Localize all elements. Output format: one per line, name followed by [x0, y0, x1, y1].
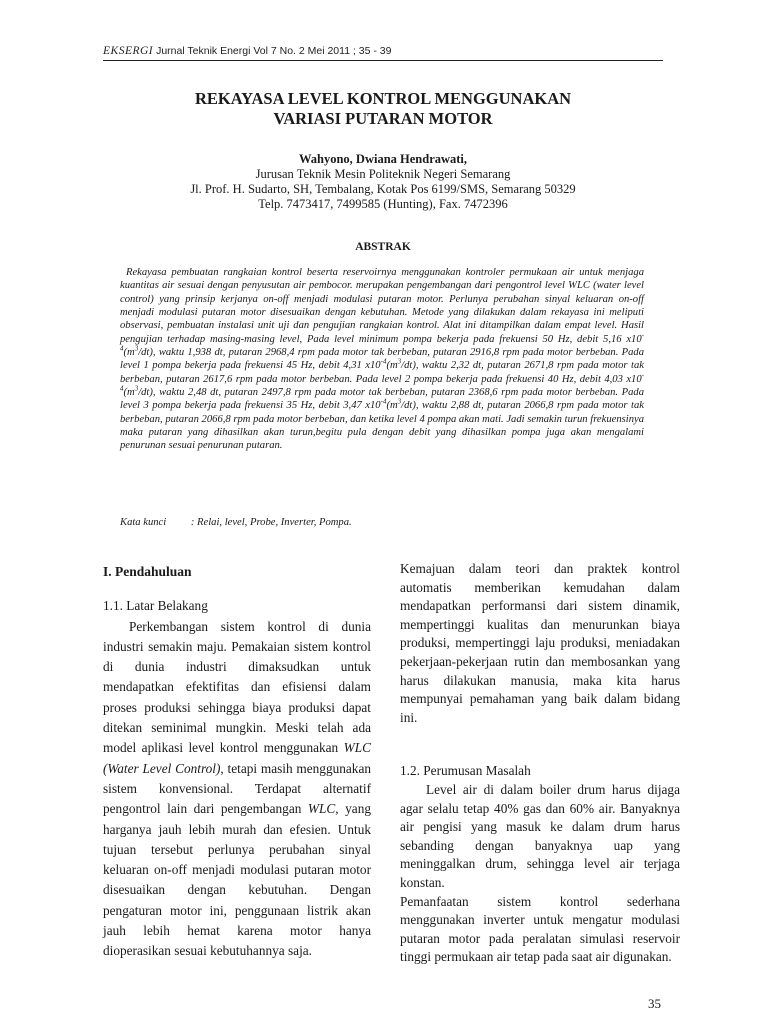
paragraph-italic: WLC [307, 801, 336, 817]
title-line-1: REKAYASA LEVEL KONTROL MENGGUNAKAN [194, 89, 572, 108]
abstract-part-1: Rekayasa pembuatan rangkaian kontrol beserta reservoirnya menggunakan kontroler permukaan air untuk menjaga kuantitas air sesuai dengan penyusutan air pembocor. merupakan pengembangan dari pengontrol level WLC (water level control) yang prinsip kerjanya on-off menjadi modulasi putaran motor. Perlunya perubahan sinyal keluaran on-off menjadi modulasi putaran motor disesuaikan dengan kebutuhan. Metode yang dilakukan dalam rekayasa ini meliputi observasi, pembuatan instalasi unit uji dan pengujian rangkaian kontrol. Alat ini ditampilkan dalam empat level. Hasil pengujian terhadap masing-masing level, Pada level minimum pompa bekerja pada frekuensi 50 Hz, debit 5,16 x10 [120, 267, 644, 345]
paragraph-text: , yang harganya jauh lebih murah dan efesien. Untuk tujuan tersebut perlunya perubahan sinyal keluaran on-off menjadi modulasi putaran motor disesuaikan dengan kebutuhan. Dengan pengaturan motor ini, penggunaan listrik akan jauh lebih hemat karena motor hanya dioperasikan sesuai kebutuhannya saja. [103, 801, 371, 959]
unit-exponent: 3 [397, 397, 402, 406]
running-header [103, 45, 663, 57]
paper-title [103, 89, 663, 129]
abstract-part-5: waktu 2,88 dt, putaran 2066,8 rpm pada motor tak berbeban, putaran 2066,8 rpm pada motor berbeban, dan ketika level 4 pompa akan mati. Jadi semakin turun frekuensinya maka putaran yang dihasilkan akan turun,begitu pula dengan debit yang dihasilkan pompa juga akan mengalami penurunan sesuai penurunan putaran. [120, 400, 644, 452]
subsection-heading: 1.1. Latar Belakang [103, 598, 208, 614]
abstract-heading: ABSTRAK [355, 241, 411, 253]
paragraph: Kemajuan dalam teori dan praktek kontrol automatis memberikan kemudahan dalam mendapatkan performansi dari sistem dinamik, mempertinggi kualitas dan menurunkan biaya produksi, mempertinggi laju produksi, meniadakan pekerjaan-pekerjaan rutin dan membosankan yang harus dilakukan manusia, maka kita harus mempunyai pemahaman yang baik dalam bidang ini. [400, 561, 680, 725]
abstract-text [120, 266, 644, 453]
journal-brand: EKSERGI [103, 45, 154, 57]
keywords-label: Kata kunci [120, 517, 167, 528]
unit: /dt), [138, 347, 156, 359]
author-affiliation: Jurusan Teknik Mesin Politeknik Negeri Semarang [255, 167, 511, 181]
unit: (m [123, 347, 135, 359]
unit-exponent: 3 [397, 357, 402, 366]
paragraph-italic: WLC (Water Level Control) [103, 740, 371, 776]
keywords-value: : Relai, level, Probe, Inverter, Pompa. [190, 517, 352, 528]
right-column [400, 560, 680, 967]
exponent: -4 [120, 331, 644, 353]
unit: (m [386, 400, 398, 412]
author-address: Jl. Prof. H. Sudarto, SH, Tembalang, Kotak Pos 6199/SMS, Semarang 50329 [190, 182, 576, 196]
abstract-part-3: waktu 2,32 dt, putaran 2671,8 rpm pada motor tak berbeban, putaran 2617,6 rpm pada motor berbeban. Pada level 2 pompa bekerja pada frekuensi 40 Hz, debit 4,03 x10 [120, 360, 644, 385]
exponent: -4 [380, 357, 387, 366]
paragraph: Level air di dalam boiler drum harus dijaga agar selalu tetap 40% gas dan 60% air. Banyaknya air pengisi yang masuk ke dalam drum harus sebanding dengan banyaknya uap yang meninggalkan drum, sehingga level air terjaga konstan. [400, 781, 680, 890]
unit-exponent: 3 [134, 344, 139, 353]
abstract-part-4: waktu 2,48 dt, putaran 2497,8 rpm pada motor tak berbeban, putaran 2368,6 rpm pada motor berbeban. Pada level 3 pompa bekerja pada frekuensi 35 Hz, debit 3,47 x10 [120, 387, 644, 412]
unit: /dt), [401, 400, 419, 412]
unit: (m [123, 387, 135, 399]
author-block [103, 152, 663, 212]
keywords [120, 517, 352, 528]
header-rule [103, 60, 663, 61]
abstract-part-2: waktu 1,938 dt, putaran 2968,4 rpm pada motor tak berbeban, putaran 2916,8 rpm pada motor berbeban. Pada level 1 pompa bekerja pada frekuensi 45 Hz, debit 4,31 x10 [120, 347, 644, 372]
exponent: -4 [120, 371, 644, 393]
journal-citation: Jurnal Teknik Energi Vol 7 No. 2 Mei 2011 ; 35 - 39 [156, 45, 392, 57]
unit: (m [386, 360, 398, 372]
section-heading: I. Pendahuluan [103, 564, 192, 579]
paragraph [103, 617, 371, 962]
unit: /dt), [401, 360, 419, 372]
unit: /dt), [138, 387, 156, 399]
paragraph-text: , tetapi masih menggunakan sistem konvensional. Terdapat alternatif pengontrol lain dari pengembangan [103, 760, 371, 817]
author-phone: Telp. 7473417, 7499585 (Hunting), Fax. 7472396 [258, 197, 508, 211]
exponent: -4 [380, 397, 387, 406]
paragraph-text: Perkembangan sistem kontrol di dunia industri semakin maju. Pemakaian sistem kontrol di dunia industri dimaksudkan untuk mendapatkan efektifitas dan efisiensi dalam proses produksi sehingga biaya produksi dapat ditekan seminimal mungkin. Meski telah ada model aplikasi level kontrol menggunakan [103, 618, 371, 756]
author-names: Wahyono, Dwiana Hendrawati, [298, 152, 468, 166]
paragraph: Pemanfaatan sistem kontrol sederhana menggunakan inverter untuk mengatur modulasi putaran motor pada peralatan simulasi reservoir tinggi permukaan air tetap pada saat air digunakan. [400, 893, 680, 965]
left-column [103, 562, 371, 962]
page-number: 35 [648, 996, 661, 1011]
unit-exponent: 3 [134, 384, 139, 393]
title-line-2: VARIASI PUTARAN MOTOR [273, 109, 493, 128]
subsection-heading: 1.2. Perumusan Masalah [400, 763, 531, 779]
